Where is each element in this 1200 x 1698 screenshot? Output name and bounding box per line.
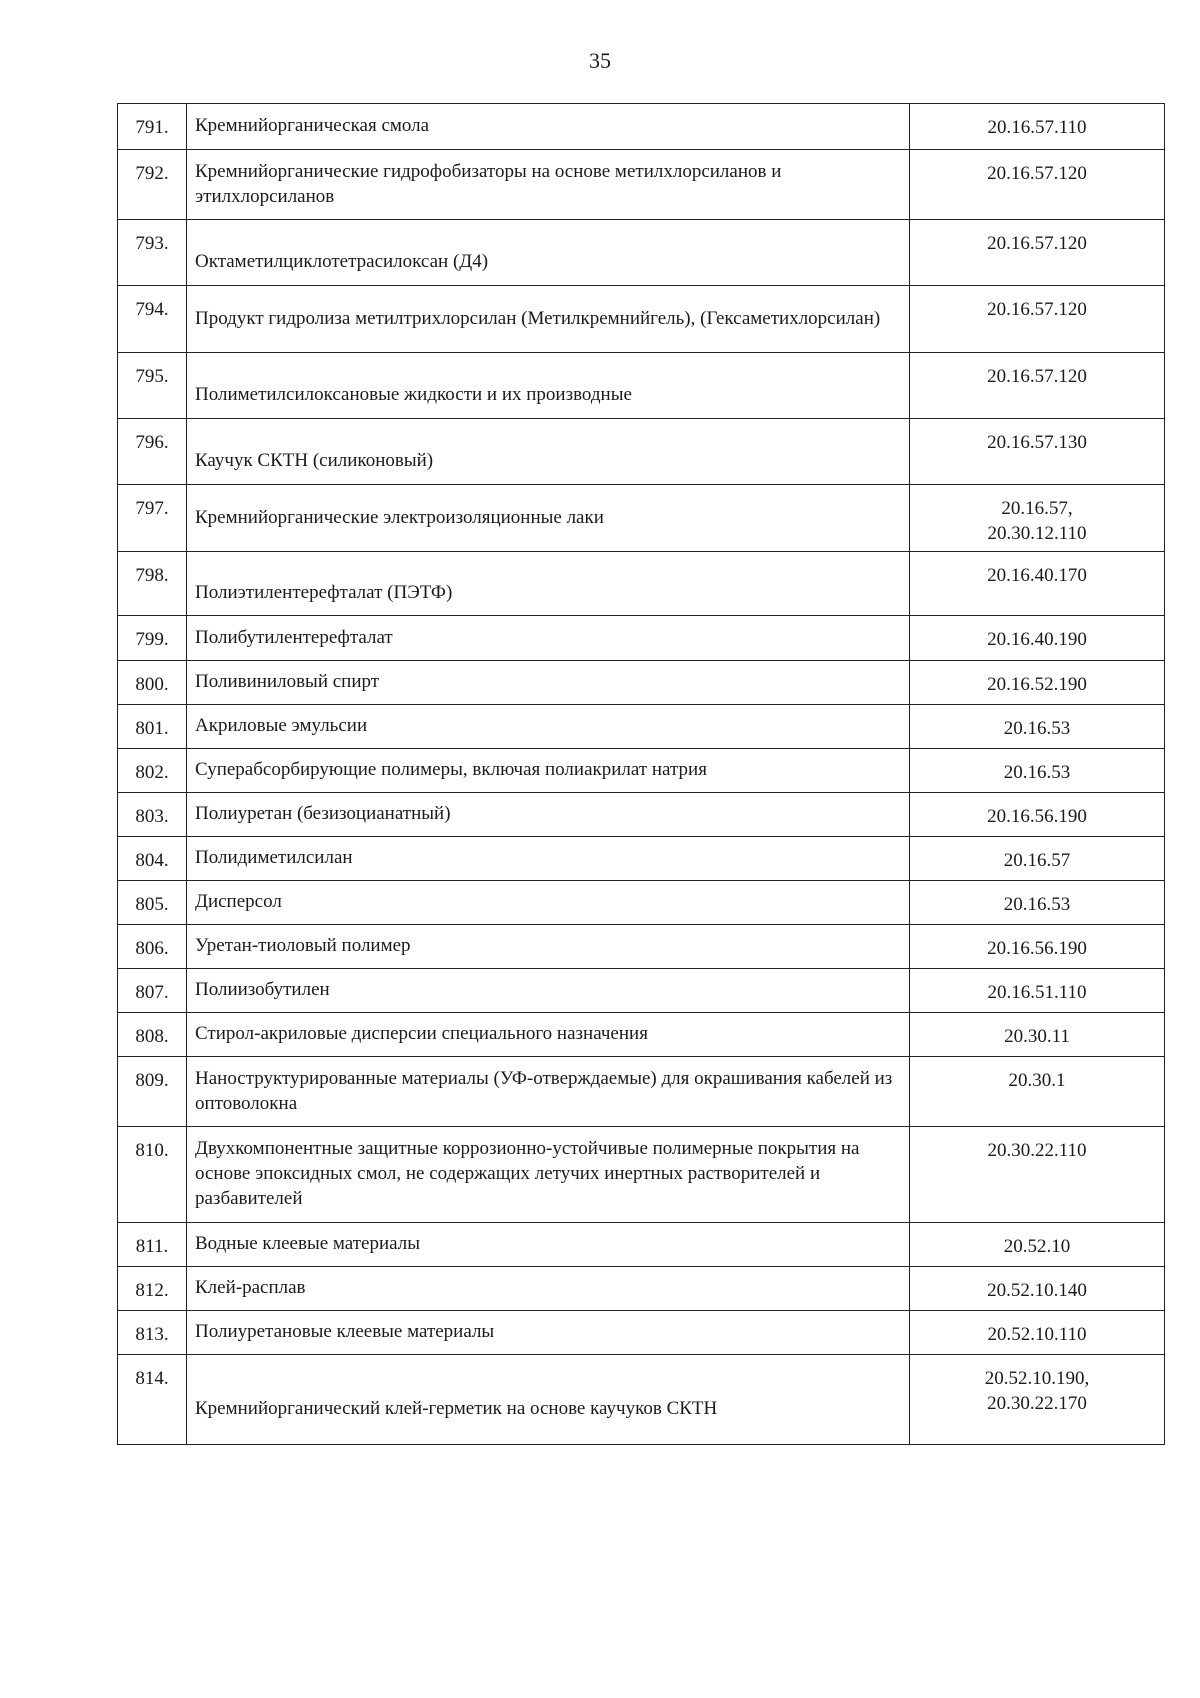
item-code: 20.16.40.190 bbox=[910, 616, 1165, 661]
row-number: 814. bbox=[118, 1355, 187, 1445]
row-number: 799. bbox=[118, 616, 187, 661]
items-table bbox=[117, 103, 1165, 1445]
item-code: 20.16.56.190 bbox=[910, 793, 1165, 837]
item-name: Каучук СКТН (силиконовый) bbox=[187, 419, 910, 485]
table-row bbox=[118, 1267, 1165, 1311]
table-row bbox=[118, 837, 1165, 881]
table-row bbox=[118, 616, 1165, 661]
item-name: Клей-расплав bbox=[187, 1267, 910, 1311]
item-code: 20.30.22.110 bbox=[910, 1127, 1165, 1223]
table-row bbox=[118, 1223, 1165, 1267]
item-name: Кремнийорганическая смола bbox=[187, 104, 910, 150]
item-name: Кремнийорганический клей-герметик на основе каучуков СКТН bbox=[187, 1355, 910, 1445]
item-name: Наноструктурированные материалы (УФ-отверждаемые) для окрашивания кабелей из оптоволокна bbox=[187, 1057, 910, 1127]
item-code: 20.30.1 bbox=[910, 1057, 1165, 1127]
row-number: 794. bbox=[118, 286, 187, 353]
item-code: 20.16.57.130 bbox=[910, 419, 1165, 485]
row-number: 798. bbox=[118, 552, 187, 616]
row-number: 806. bbox=[118, 925, 187, 969]
item-code: 20.16.57.120 bbox=[910, 286, 1165, 353]
table-row bbox=[118, 1013, 1165, 1057]
table-row bbox=[118, 1057, 1165, 1127]
table-row bbox=[118, 793, 1165, 837]
item-code: 20.30.11 bbox=[910, 1013, 1165, 1057]
item-name: Полиметилсилоксановые жидкости и их производные bbox=[187, 353, 910, 419]
item-code: 20.16.51.110 bbox=[910, 969, 1165, 1013]
row-number: 807. bbox=[118, 969, 187, 1013]
row-number: 809. bbox=[118, 1057, 187, 1127]
item-name: Поливиниловый спирт bbox=[187, 661, 910, 705]
item-code: 20.52.10.110 bbox=[910, 1311, 1165, 1355]
row-number: 811. bbox=[118, 1223, 187, 1267]
item-name: Полибутилентерефталат bbox=[187, 616, 910, 661]
item-name: Двухкомпонентные защитные коррозионно-устойчивые полимерные покрытия на основе эпоксидных смол, не содержащих летучих инертных растворителей и разбавителей bbox=[187, 1127, 910, 1223]
table-row bbox=[118, 419, 1165, 485]
item-code: 20.16.57 bbox=[910, 837, 1165, 881]
row-number: 793. bbox=[118, 220, 187, 286]
table-row bbox=[118, 353, 1165, 419]
table-row bbox=[118, 969, 1165, 1013]
item-name: Полиуретан (безизоцианатный) bbox=[187, 793, 910, 837]
table-row bbox=[118, 925, 1165, 969]
item-code: 20.16.57.120 bbox=[910, 353, 1165, 419]
item-code: 20.16.53 bbox=[910, 881, 1165, 925]
item-code: 20.52.10.190, 20.30.22.170 bbox=[910, 1355, 1165, 1445]
row-number: 812. bbox=[118, 1267, 187, 1311]
row-number: 791. bbox=[118, 104, 187, 150]
item-code: 20.16.40.170 bbox=[910, 552, 1165, 616]
table-row bbox=[118, 1127, 1165, 1223]
row-number: 808. bbox=[118, 1013, 187, 1057]
table-row bbox=[118, 705, 1165, 749]
item-code: 20.16.57.120 bbox=[910, 220, 1165, 286]
item-code: 20.16.57.110 bbox=[910, 104, 1165, 150]
item-name: Полиэтилентерефталат (ПЭТФ) bbox=[187, 552, 910, 616]
item-name: Водные клеевые материалы bbox=[187, 1223, 910, 1267]
row-number: 813. bbox=[118, 1311, 187, 1355]
item-name: Полиуретановые клеевые материалы bbox=[187, 1311, 910, 1355]
row-number: 810. bbox=[118, 1127, 187, 1223]
items-table-body bbox=[118, 104, 1165, 1445]
row-number: 800. bbox=[118, 661, 187, 705]
item-code: 20.52.10 bbox=[910, 1223, 1165, 1267]
item-name: Стирол-акриловые дисперсии специального назначения bbox=[187, 1013, 910, 1057]
item-code: 20.52.10.140 bbox=[910, 1267, 1165, 1311]
row-number: 805. bbox=[118, 881, 187, 925]
item-name: Кремнийорганические гидрофобизаторы на основе метилхлорсиланов и этилхлорсиланов bbox=[187, 150, 910, 220]
row-number: 802. bbox=[118, 749, 187, 793]
table-row bbox=[118, 749, 1165, 793]
item-name: Суперабсорбирующие полимеры, включая полиакрилат натрия bbox=[187, 749, 910, 793]
table-row bbox=[118, 104, 1165, 150]
table-row bbox=[118, 485, 1165, 552]
row-number: 795. bbox=[118, 353, 187, 419]
table-row bbox=[118, 552, 1165, 616]
item-code: 20.16.57, 20.30.12.110 bbox=[910, 485, 1165, 552]
table-row bbox=[118, 150, 1165, 220]
item-name: Продукт гидролиза метилтрихлорсилан (Метилкремнийгель), (Гексаметихлорсилан) bbox=[187, 286, 910, 353]
item-code: 20.16.57.120 bbox=[910, 150, 1165, 220]
row-number: 804. bbox=[118, 837, 187, 881]
table-row bbox=[118, 1311, 1165, 1355]
item-name: Кремнийорганические электроизоляционные лаки bbox=[187, 485, 910, 552]
item-code: 20.16.53 bbox=[910, 749, 1165, 793]
table-row bbox=[118, 286, 1165, 353]
table-row bbox=[118, 881, 1165, 925]
table-row bbox=[118, 1355, 1165, 1445]
table-row bbox=[118, 661, 1165, 705]
row-number: 797. bbox=[118, 485, 187, 552]
item-name: Полиизобутилен bbox=[187, 969, 910, 1013]
page-number: 35 bbox=[589, 48, 611, 73]
item-name: Полидиметилсилан bbox=[187, 837, 910, 881]
item-name: Акриловые эмульсии bbox=[187, 705, 910, 749]
item-code: 20.16.53 bbox=[910, 705, 1165, 749]
row-number: 792. bbox=[118, 150, 187, 220]
row-number: 796. bbox=[118, 419, 187, 485]
item-name: Октаметилциклотетрасилоксан (Д4) bbox=[187, 220, 910, 286]
item-code: 20.16.52.190 bbox=[910, 661, 1165, 705]
item-name: Дисперсол bbox=[187, 881, 910, 925]
table-row bbox=[118, 220, 1165, 286]
item-code: 20.16.56.190 bbox=[910, 925, 1165, 969]
row-number: 801. bbox=[118, 705, 187, 749]
row-number: 803. bbox=[118, 793, 187, 837]
item-name: Уретан-тиоловый полимер bbox=[187, 925, 910, 969]
